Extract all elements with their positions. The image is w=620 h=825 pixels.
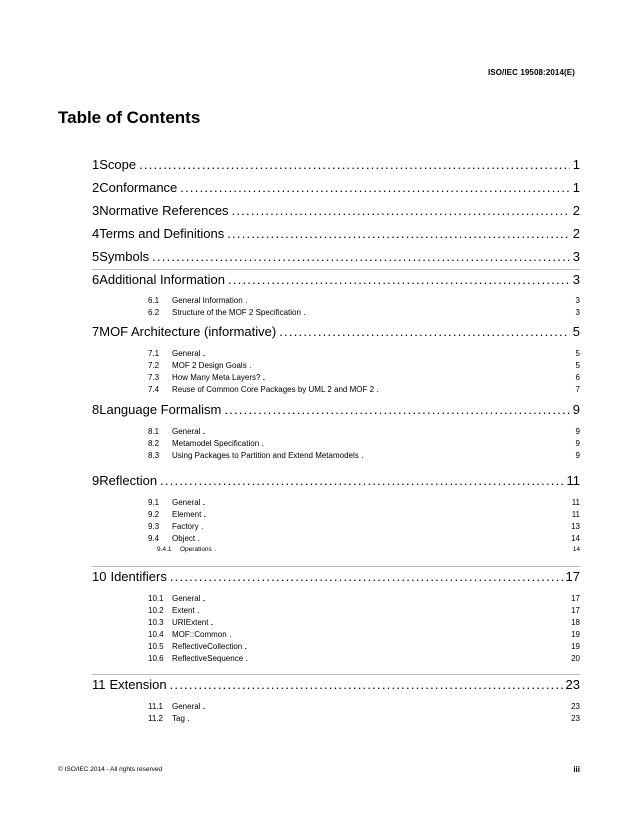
- toc-entry[interactable]: 10 Identifiers . . . 17: [92, 569, 580, 587]
- toc-subentry[interactable]: 10.5 ReflectiveCollection . . . 19: [148, 642, 580, 652]
- toc-subentry[interactable]: 10.6 ReflectiveSequence . . . 20: [148, 654, 580, 664]
- dot-leader: [245, 645, 568, 651]
- dot-leader: [160, 473, 563, 488]
- toc-subentry[interactable]: 10.3 URIExtent . . . 18: [148, 618, 580, 628]
- toc-subentry[interactable]: 7.4 Reuse of Common Core Packages by UML 2 and MOF 2 . . . 7: [148, 385, 580, 395]
- section-divider: [92, 674, 580, 675]
- toc-entry-page: 3: [572, 249, 580, 264]
- toc-entry-page: 7: [575, 385, 580, 394]
- toc-entry-page: 6: [575, 373, 580, 382]
- toc-entry-page: 17: [565, 569, 580, 584]
- toc-entry-page: 13: [571, 522, 580, 531]
- dot-leader: [203, 705, 568, 711]
- toc-entry-title: Structure of the MOF 2 Specification: [172, 308, 301, 317]
- toc-entry-title: MOF 2 Design Goals: [172, 361, 247, 370]
- toc-entry-page: 2: [572, 226, 580, 241]
- dot-leader: [232, 203, 570, 218]
- toc-entry-title: General: [172, 498, 201, 507]
- dot-leader: [203, 430, 572, 436]
- toc-subentry[interactable]: 6.1 General Information . . . 3: [148, 296, 580, 306]
- toc-entry-page: 5: [575, 361, 580, 370]
- toc-entry-title: Terms and Definitions: [99, 226, 225, 241]
- toc-entry-title: Using Packages to Partition and Extend Metamodels: [172, 451, 359, 460]
- dot-leader: [198, 609, 568, 615]
- toc-subentry[interactable]: 8.1 General . . . 9: [148, 427, 580, 437]
- toc-entry[interactable]: 8 Language Formalism . . . 9: [92, 402, 580, 420]
- toc-entry-title: Symbols: [99, 249, 150, 264]
- toc-entry-page: 3: [575, 296, 580, 305]
- dot-leader: [211, 621, 568, 627]
- toc-entry-page: 9: [572, 402, 580, 417]
- toc-entry-page: 9: [575, 439, 580, 448]
- toc-subentry[interactable]: 9.2 Element . . . 11: [148, 510, 580, 520]
- dot-leader: [202, 525, 568, 531]
- toc-entry-page: 23: [571, 714, 580, 723]
- toc-subentry[interactable]: 9.4 Object . . . 14: [148, 534, 580, 544]
- toc-subentry[interactable]: 11.1 General . . . 23: [148, 702, 580, 712]
- toc-entry-page: 3: [572, 272, 580, 287]
- toc-subentry[interactable]: 7.2 MOF 2 Design Goals . . . 5: [148, 361, 580, 371]
- toc-entry-page: 23: [571, 702, 580, 711]
- toc-entry-title: Reuse of Common Core Packages by UML 2 and MOF 2: [172, 385, 375, 394]
- toc-entry-title: Language Formalism: [99, 402, 222, 417]
- dot-leader: [152, 249, 570, 264]
- toc-entry[interactable]: 2 Conformance . . . 1: [92, 180, 580, 198]
- toc-entry[interactable]: 4 Terms and Definitions . . . 2: [92, 226, 580, 244]
- dot-leader: [228, 272, 570, 287]
- toc-entry-page: 9: [575, 427, 580, 436]
- toc-entry-page: 5: [572, 324, 580, 339]
- dot-leader: [227, 226, 570, 241]
- toc-entry-title: Normative References: [99, 203, 229, 218]
- dot-leader: [203, 597, 568, 603]
- dot-leader: [180, 180, 569, 195]
- toc-entry-page: 11: [566, 473, 580, 488]
- toc-entry-page: 18: [571, 618, 580, 627]
- toc-entry[interactable]: 11 Extension . . . 23: [92, 677, 580, 695]
- toc-entry-page: 19: [571, 630, 580, 639]
- toc-subentry[interactable]: 10.4 MOF::Common . . . 19: [148, 630, 580, 640]
- toc-entry-title: MOF Architecture (informative): [99, 324, 277, 339]
- toc-subentry[interactable]: 8.3 Using Packages to Partition and Extend Metamodels . . . 9: [148, 451, 580, 461]
- toc-entry-page: 9: [575, 451, 580, 460]
- toc-entry[interactable]: 9 Reflection . . . 11: [92, 473, 580, 491]
- dot-leader: [215, 547, 570, 553]
- toc-entry-page: 1: [572, 157, 580, 172]
- toc-subentry[interactable]: 9.1 General . . . 11: [148, 498, 580, 508]
- toc-entry-page: 23: [565, 677, 580, 692]
- toc-entry[interactable]: 3 Normative References . . . 2: [92, 203, 580, 221]
- toc-entry[interactable]: 5 Symbols . . . 3: [92, 249, 580, 267]
- toc-entry-title: URIExtent: [172, 618, 209, 627]
- toc-entry[interactable]: 1 Scope . . . 1: [92, 157, 580, 175]
- toc-entry-title: Element: [172, 510, 202, 519]
- dot-leader: [188, 717, 568, 723]
- dot-leader: [230, 633, 568, 639]
- dot-leader: [170, 677, 563, 692]
- toc-entry-page: 14: [572, 546, 580, 553]
- dot-leader: [139, 157, 570, 172]
- toc-subentry[interactable]: 10.1 General . . . 17: [148, 594, 580, 604]
- toc-entry[interactable]: 7 MOF Architecture (informative) . . . 5: [92, 324, 580, 342]
- toc-entry-page: 1: [572, 180, 580, 195]
- toc-subentry[interactable]: 8.2 Metamodel Specification . . . 9: [148, 439, 580, 449]
- toc-entry-title: Object: [172, 534, 196, 543]
- toc-entry-page: 20: [571, 654, 580, 663]
- toc-entry-title: Reflection: [99, 473, 158, 488]
- toc-subentry[interactable]: 10.2 Extent . . . 17: [148, 606, 580, 616]
- toc-entry-page: 5: [575, 349, 580, 358]
- toc-entry-title: General: [172, 594, 201, 603]
- toc-entry-title: Metamodel Specification: [172, 439, 260, 448]
- dot-leader: [377, 388, 573, 394]
- dot-leader: [246, 657, 568, 663]
- dot-leader: [204, 513, 568, 519]
- dot-leader: [246, 299, 573, 305]
- dot-leader: [203, 501, 568, 507]
- toc-entry-title: General: [172, 702, 201, 711]
- toc-subentry[interactable]: 7.1 General . . . 5: [148, 349, 580, 359]
- toc-entry-title: MOF::Common: [172, 630, 227, 639]
- document-id: ISO/IEC 19508:2014(E): [487, 68, 575, 77]
- toc-entry-page: 14: [571, 534, 580, 543]
- dot-leader: [262, 442, 572, 448]
- page-title: Table of Contents: [58, 108, 201, 127]
- toc-subsubentry[interactable]: 9.4.1 Operations . . . 14: [157, 546, 580, 555]
- toc-entry-page: 3: [575, 308, 580, 317]
- dot-leader: [362, 454, 573, 460]
- toc-entry-title: ReflectiveCollection: [172, 642, 243, 651]
- dot-leader: [198, 537, 568, 543]
- toc-entry-title: Extent: [172, 606, 195, 615]
- toc-entry-title: Operations: [180, 546, 212, 553]
- toc-entry-page: 17: [571, 594, 580, 603]
- toc-entry-title: Factory: [172, 522, 199, 531]
- dot-leader: [170, 569, 563, 584]
- copyright-notice: © ISO/IEC 2014 - All rights reserved: [58, 766, 163, 773]
- toc-entry-page: 19: [571, 642, 580, 651]
- toc-entry-title: Tag: [172, 714, 185, 723]
- toc-entry-title: General: [172, 349, 201, 358]
- toc-entry-title: Additional Information: [99, 272, 225, 287]
- section-divider: [92, 269, 580, 270]
- toc-subentry[interactable]: 6.2 Structure of the MOF 2 Specification . . . 3: [148, 308, 580, 318]
- toc-entry-title: General Information: [172, 296, 243, 305]
- toc-entry-title: Scope: [99, 157, 137, 172]
- page-number: iii: [573, 765, 580, 774]
- toc-subentry[interactable]: 7.3 How Many Meta Layers? . . . 6: [148, 373, 580, 383]
- toc-entry-page: 11: [571, 498, 580, 507]
- toc-entry-title: Extension: [109, 677, 167, 692]
- toc-entry[interactable]: 6 Additional Information . . . 3: [92, 272, 580, 290]
- toc-entry-title: General: [172, 427, 201, 436]
- toc-entry-title: ReflectiveSequence: [172, 654, 244, 663]
- toc-entry-title: Identifiers: [110, 569, 167, 584]
- section-divider: [92, 566, 580, 567]
- toc-subentry[interactable]: 9.3 Factory . . . 13: [148, 522, 580, 532]
- dot-leader: [250, 364, 573, 370]
- dot-leader: [224, 402, 569, 417]
- toc-entry-title: Conformance: [99, 180, 178, 195]
- dot-leader: [279, 324, 570, 339]
- toc-entry-page: 17: [571, 606, 580, 615]
- toc-entry-title: How Many Meta Layers?: [172, 373, 261, 382]
- dot-leader: [203, 352, 572, 358]
- toc-entry-page: 2: [572, 203, 580, 218]
- dot-leader: [304, 311, 573, 317]
- toc-subentry[interactable]: 11.2 Tag . . . 23: [148, 714, 580, 724]
- toc-entry-page: 11: [571, 510, 580, 519]
- dot-leader: [263, 376, 572, 382]
